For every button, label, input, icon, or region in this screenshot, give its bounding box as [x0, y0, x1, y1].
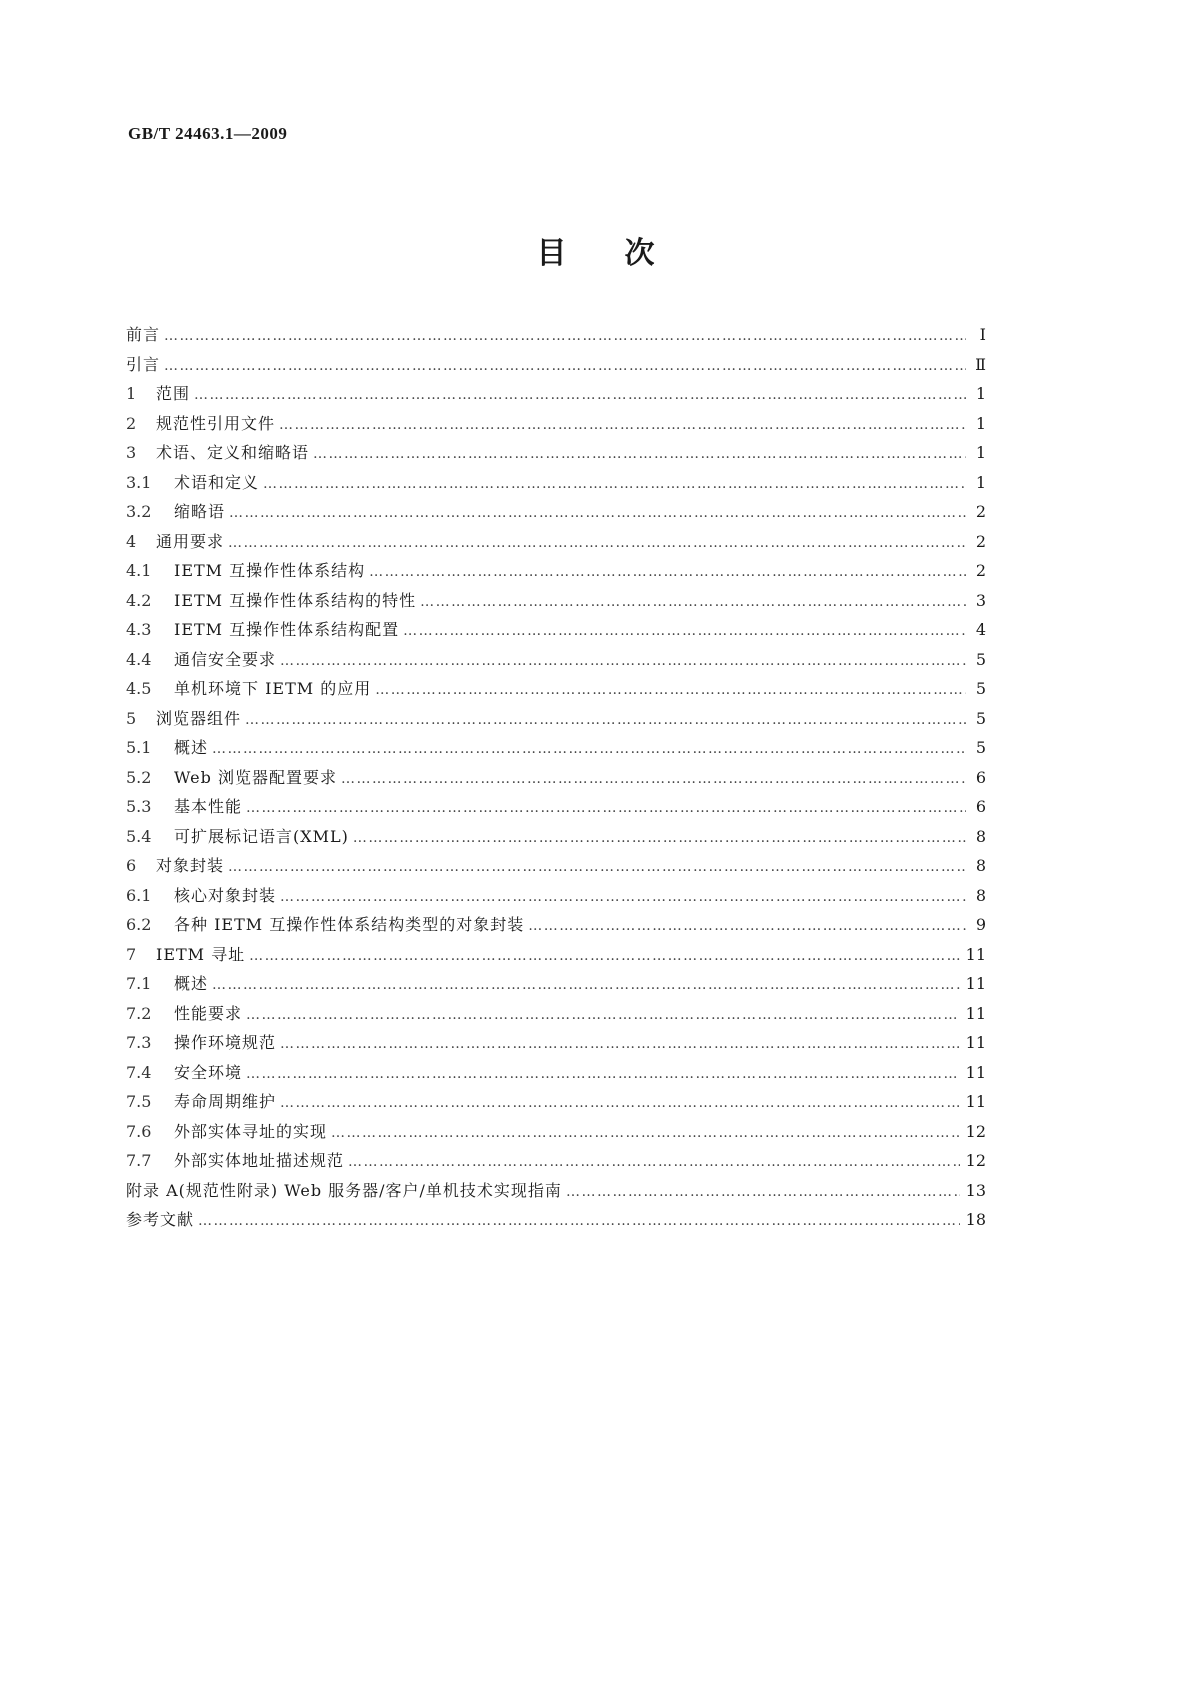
toc-entry[interactable] [126, 379, 986, 409]
toc-entry-page: 1 [975, 413, 986, 433]
toc-leader-dots [228, 853, 966, 883]
toc-entry-page: 11 [965, 1033, 986, 1052]
toc-entry-title: IETM 互操作性体系结构的特性 [174, 590, 417, 610]
toc-entry-title: 范围 [156, 384, 191, 403]
toc-entry-page: 11 [965, 944, 986, 964]
toc-entry[interactable] [126, 733, 986, 763]
toc-leader-dots [246, 1060, 960, 1090]
toc-leader-dots [341, 765, 966, 795]
toc-entry-title: 浏览器组件 [156, 708, 242, 728]
page-title: 目次 [536, 236, 713, 271]
toc-leader-dots [331, 1119, 960, 1149]
toc-leader-dots [528, 912, 966, 942]
toc-leader-dots [369, 558, 966, 588]
toc-entry-title: 寿命周期维护 [174, 1092, 277, 1111]
toc-entry[interactable] [126, 1176, 986, 1206]
toc-entry[interactable] [126, 969, 986, 999]
toc-entry-title: 附录 A(规范性附录) Web 服务器/客户/单机技术实现指南 [126, 1180, 562, 1200]
toc-entry[interactable] [126, 1028, 986, 1058]
toc-entry-title: 外部实体寻址的实现 [174, 1121, 328, 1141]
toc-entry-number: 5.1 [126, 738, 152, 757]
toc-entry-page: 8 [975, 856, 986, 875]
toc-entry[interactable] [126, 792, 986, 822]
toc-leader-dots [280, 1089, 960, 1119]
toc-entry[interactable] [126, 527, 986, 557]
toc-entry-page: 2 [975, 502, 986, 521]
toc-entry-title: 概述 [174, 738, 209, 757]
toc-entry[interactable] [126, 438, 986, 468]
toc-entry-page: 11 [965, 974, 986, 993]
toc-leader-dots [375, 676, 966, 706]
toc-entry-title: 单机环境下 IETM 的应用 [174, 679, 372, 698]
toc-entry-page: 12 [965, 1151, 986, 1170]
toc-entry-number: 4.4 [126, 649, 152, 669]
toc-entry-title: 规范性引用文件 [156, 413, 276, 433]
toc-entry[interactable] [126, 1117, 986, 1147]
toc-entry-title: IETM 寻址 [156, 944, 246, 964]
toc-entry-page: 13 [965, 1180, 986, 1200]
toc-entry-number: 7.7 [126, 1151, 152, 1170]
toc-entry-page: 2 [975, 561, 986, 580]
toc-entry-number: 5 [126, 708, 137, 728]
toc-entry-number: 7.2 [126, 1003, 152, 1023]
toc-entry-number: 7.1 [126, 974, 152, 993]
toc-entry[interactable] [126, 1205, 986, 1235]
toc-entry[interactable] [126, 556, 986, 586]
toc-entry-page: Ⅰ [979, 325, 986, 344]
toc-entry-page: 11 [965, 1092, 986, 1111]
toc-entry-page: 9 [975, 915, 986, 934]
toc-entry-title: 外部实体地址描述规范 [174, 1151, 345, 1170]
toc-entry-title: 前言 [126, 325, 161, 344]
toc-entry-page: 6 [975, 797, 986, 816]
toc-entry-number: 4.5 [126, 679, 152, 698]
toc-entry-page: 3 [975, 590, 986, 610]
toc-entry-title: IETM 互操作性体系结构配置 [174, 620, 400, 639]
toc-entry-number: 4.2 [126, 590, 152, 610]
document-code: GB/T 24463.1—2009 [128, 124, 288, 143]
toc-entry-page: 2 [975, 531, 986, 551]
toc-entry-number: 3.2 [126, 502, 152, 521]
toc-entry-page: 4 [975, 620, 986, 639]
toc-leader-dots [212, 735, 966, 765]
toc-entry-number: 7.4 [126, 1062, 152, 1082]
toc-entry-page: 12 [965, 1121, 986, 1141]
toc-entry-number: 6 [126, 856, 137, 875]
toc-entry-title: 术语、定义和缩略语 [156, 443, 310, 462]
toc-entry[interactable] [126, 674, 986, 704]
toc-entry-page: 5 [975, 679, 986, 698]
toc-entry-title: 操作环境规范 [174, 1033, 277, 1052]
toc-entry-title: 通信安全要求 [174, 649, 277, 669]
toc-entry-number: 4.3 [126, 620, 152, 639]
toc-entry[interactable] [126, 497, 986, 527]
toc-entry[interactable] [126, 645, 986, 675]
toc-leader-dots [280, 1030, 960, 1060]
toc-entry-title: Web 浏览器配置要求 [174, 767, 337, 787]
toc-entry-page: 5 [975, 649, 986, 669]
toc-entry-number: 7.5 [126, 1092, 152, 1111]
toc-leader-dots [353, 824, 966, 854]
toc-entry-number: 5.3 [126, 797, 152, 816]
toc-entry-title: 缩略语 [174, 502, 226, 521]
toc-leader-dots [313, 440, 966, 470]
toc-leader-dots [348, 1148, 960, 1178]
toc-entry[interactable] [126, 881, 986, 911]
toc-entry-number: 4 [126, 531, 137, 551]
toc-entry[interactable] [126, 320, 986, 350]
toc-leader-dots [280, 647, 966, 677]
toc-entry-number: 3 [126, 443, 137, 462]
toc-leader-dots [420, 588, 966, 618]
toc-entry[interactable] [126, 999, 986, 1029]
toc-entry-number: 5.2 [126, 767, 152, 787]
toc-entry-title: 基本性能 [174, 797, 243, 816]
toc-entry-page: 6 [975, 767, 986, 787]
toc-entry-title: IETM 互操作性体系结构 [174, 561, 366, 580]
toc-entry-title: 安全环境 [174, 1062, 243, 1082]
toc-leader-dots [245, 706, 966, 736]
toc-leader-dots [198, 1207, 960, 1237]
toc-entry-title: 可扩展标记语言(XML) [174, 826, 349, 846]
toc-entry[interactable] [126, 940, 986, 970]
table-of-contents [126, 320, 986, 1235]
toc-entry-number: 1 [126, 384, 137, 403]
toc-entry-number: 7.3 [126, 1033, 152, 1052]
toc-leader-dots [164, 322, 966, 352]
toc-entry[interactable] [126, 910, 986, 940]
toc-leader-dots [279, 411, 966, 441]
toc-entry[interactable] [126, 409, 986, 439]
toc-entry-number: 6.2 [126, 915, 152, 934]
toc-leader-dots [194, 381, 966, 411]
toc-entry-title: 对象封装 [156, 856, 225, 875]
toc-entry[interactable] [126, 1058, 986, 1088]
toc-entry-page: 11 [965, 1062, 986, 1082]
toc-leader-dots [246, 794, 966, 824]
toc-entry-page: 1 [975, 443, 986, 462]
toc-entry-page: Ⅱ [975, 354, 986, 374]
toc-entry[interactable] [126, 468, 986, 498]
toc-entry-page: 5 [975, 708, 986, 728]
toc-entry-page: 5 [975, 738, 986, 757]
toc-entry-page: 1 [975, 384, 986, 403]
toc-entry[interactable] [126, 822, 986, 852]
toc-entry[interactable] [126, 586, 986, 616]
toc-entry-title: 参考文献 [126, 1210, 195, 1229]
toc-leader-dots [246, 1001, 960, 1031]
toc-entry[interactable] [126, 704, 986, 734]
toc-entry[interactable] [126, 1087, 986, 1117]
toc-entry-number: 6.1 [126, 885, 152, 905]
toc-leader-dots [403, 617, 966, 647]
toc-leader-dots [263, 470, 966, 500]
toc-entry-title: 通用要求 [156, 531, 225, 551]
toc-leader-dots [229, 499, 966, 529]
toc-entry-number: 2 [126, 413, 137, 433]
toc-entry-title: 核心对象封装 [174, 885, 277, 905]
toc-leader-dots [228, 529, 966, 559]
toc-leader-dots [566, 1178, 960, 1208]
toc-entry-number: 4.1 [126, 561, 152, 580]
toc-entry-page: 11 [965, 1003, 986, 1023]
toc-entry[interactable] [126, 350, 986, 380]
toc-entry-title: 概述 [174, 974, 209, 993]
toc-entry-number: 7 [126, 944, 137, 964]
toc-entry[interactable] [126, 763, 986, 793]
toc-entry[interactable] [126, 1146, 986, 1176]
toc-entry[interactable] [126, 851, 986, 881]
toc-entry[interactable] [126, 615, 986, 645]
toc-leader-dots [212, 971, 960, 1001]
toc-leader-dots [249, 942, 959, 972]
toc-entry-number: 3.1 [126, 472, 152, 492]
toc-entry-number: 5.4 [126, 826, 152, 846]
toc-entry-title: 引言 [126, 354, 161, 374]
toc-entry-title: 性能要求 [174, 1003, 243, 1023]
toc-entry-title: 术语和定义 [174, 472, 260, 492]
toc-entry-page: 18 [965, 1210, 986, 1229]
toc-entry-title: 各种 IETM 互操作性体系结构类型的对象封装 [174, 915, 525, 934]
toc-entry-page: 8 [975, 885, 986, 905]
toc-entry-page: 1 [975, 472, 986, 492]
toc-leader-dots [280, 883, 966, 913]
toc-entry-page: 8 [975, 826, 986, 846]
toc-leader-dots [164, 352, 966, 382]
toc-entry-number: 7.6 [126, 1121, 152, 1141]
